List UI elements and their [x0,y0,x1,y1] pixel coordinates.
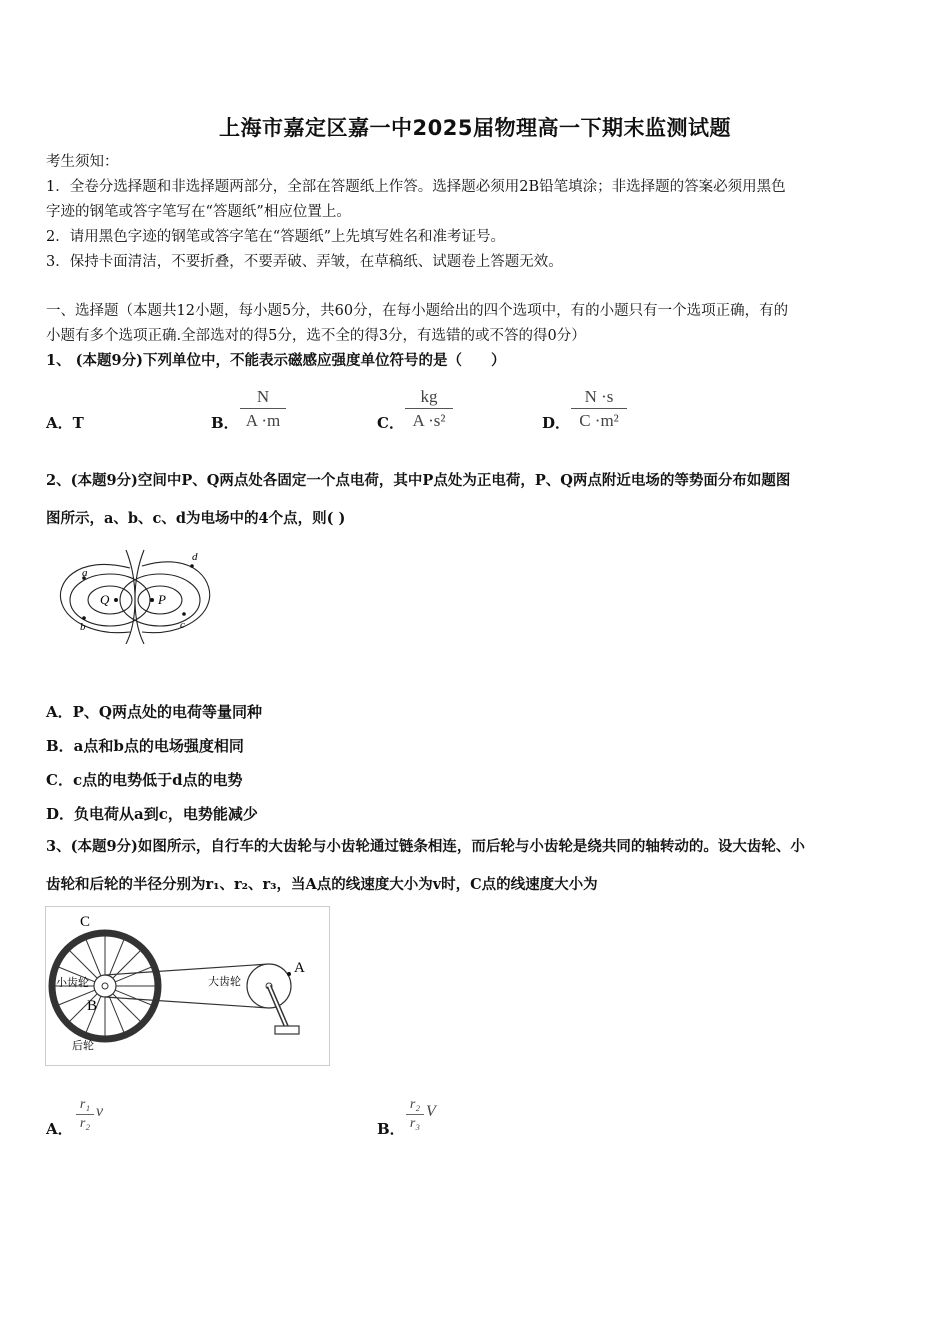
q3-option-b-label[interactable]: B． [377,1120,405,1138]
label-q: Q [100,592,110,607]
label-rear-wheel: 后轮 [72,1040,94,1052]
bicycle-figure [45,906,330,1066]
equipotential-line [88,586,132,614]
section-heading-cont: 小题有多个选项正确.全部选对的得5分，选不全的得3分，有选错的或不答的得0分） [46,328,586,344]
q3-option-b-fraction [406,1097,424,1132]
denominator: A ·s² [412,411,446,430]
q1-option-a[interactable] [46,412,84,433]
label-c: C [80,914,91,930]
fraction-bar [406,1114,424,1115]
chain-bottom [105,997,269,1008]
numerator: r₂ [409,1097,421,1112]
numerator: N [256,387,270,406]
q1-option-d-label[interactable]: D． [542,414,571,432]
notice-item: 2．请用黑色字迹的钢笔或答字笔在“答题纸”上先填写姓名和准考证号。 [46,229,506,245]
page-title: 上海市嘉定区嘉一中2025届物理高一下期末监测试题 [219,116,731,140]
q2-option-b[interactable]: B．a点和b点的电场强度相同 [46,737,244,755]
fraction-bar [240,408,286,409]
notice-item: 字迹的钢笔或答字笔写在“答题纸”相应位置上。 [46,204,351,220]
q2-stem-cont: 图所示，a、b、c、d为电场中的4个点，则( ) [46,510,346,527]
notice-heading: 考生须知： [46,154,119,170]
q3-option-a-label[interactable]: A． [46,1120,73,1138]
axle [102,983,108,989]
point-c-dot [182,612,186,616]
q1-option-b-fraction [240,387,286,431]
q3-option-a-v: v [96,1103,104,1120]
q1-option-d-fraction [571,387,627,431]
denominator: r₃ [409,1116,421,1131]
option-text: T [72,414,84,432]
equipotential-line [135,550,144,644]
label-c: c [180,619,185,631]
fraction-bar [405,408,453,409]
q3-option-b-v: V [426,1103,436,1120]
point-b-dot [82,616,86,620]
fraction-bar [76,1114,94,1115]
denominator: r₂ [79,1116,91,1131]
option-label: A． [46,414,73,432]
q2-stem: 2、(本题9分)空间中P、Q两点处各固定一个点电荷，其中P点处为正电荷，P、Q两点附近电场的等势面分布如题图 [46,472,791,489]
point-a-dot [287,972,291,976]
label-a: A [294,960,305,976]
q2-option-d[interactable]: D．负电荷从a到c，电势能减少 [46,805,258,823]
denominator: C ·m² [579,411,619,430]
q3-stem-cont: 齿轮和后轮的半径分别为r₁、r₂、r₃，当A点的线速度大小为v时，C点的线速度大小为 [46,876,598,893]
q1-option-c-fraction [405,387,453,431]
equipotential-line [126,550,135,644]
q2-option-a[interactable]: A．P、Q两点处的电荷等量同种 [46,703,262,721]
label-b: b [80,621,86,633]
label-d: d [192,551,198,563]
charge-p-dot [150,598,154,602]
label-small-gear: 小齿轮 [56,977,89,989]
charge-q-dot [114,598,118,602]
q2-option-c[interactable]: C．c点的电势低于d点的电势 [46,771,243,789]
q1-option-c-label[interactable]: C． [377,414,404,432]
pedal [275,1026,299,1034]
notice-item: 3．保持卡面清洁，不要折叠，不要弄破、弄皱，在草稿纸、试题卷上答题无效。 [46,254,563,270]
q3-stem: 3、(本题9分)如图所示，自行车的大齿轮与小齿轮通过链条相连，而后轮与小齿轮是绕共同的轴转动的。设大齿轮、小 [46,838,805,855]
q1-stem: 1、 (本题9分)下列单位中，不能表示磁感应强度单位符号的是（ ） [46,352,506,369]
q3-option-a-fraction [76,1097,94,1132]
notice-item: 1．全卷分选择题和非选择题两部分，全部在答题纸上作答。选择题必须用2B铅笔填涂；非选择题的答案必须用黑色 [46,179,786,195]
denominator: A ·m [245,411,281,430]
label-b: B [87,998,98,1014]
label-p: P [158,592,166,607]
point-d-dot [190,564,194,568]
numerator: r₁ [79,1097,91,1112]
label-a: a [82,567,88,579]
chain-top [105,964,269,975]
equipotential-figure [56,544,216,644]
numerator: kg [420,387,438,406]
numerator: N ·s [584,387,614,406]
section-heading: 一、选择题（本题共12小题，每小题5分，共60分，在每小题给出的四个选项中，有的小题只有一个选项正确，有的 [46,303,789,319]
q1-option-b-label[interactable]: B． [211,414,239,432]
fraction-bar [571,408,627,409]
label-big-gear: 大齿轮 [208,976,241,988]
